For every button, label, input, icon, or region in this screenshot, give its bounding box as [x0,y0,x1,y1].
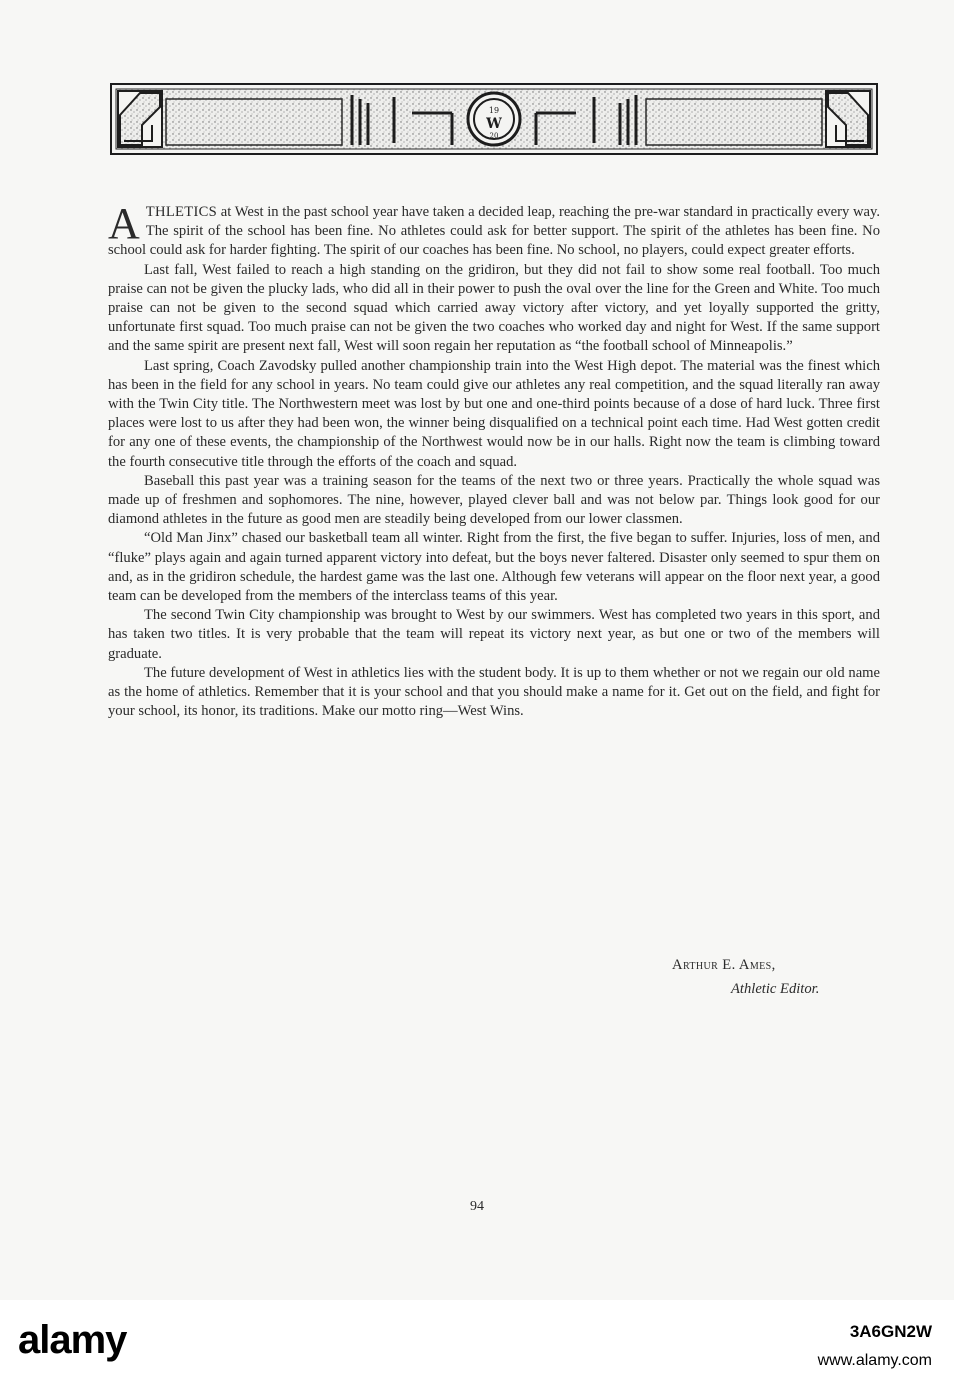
paragraph-text: at West in the past school year have taken a decided leap, reaching the pre-war standard in practically every way. The spirit of the school has been fine. No athletes could ask for better support. The spirit of the athletes has been fine. No school could ask for harder fighting. The spirit of our coaches has been fine. No school, no players, could expect greater efforts. [108,204,880,259]
lead-word: THLETICS [145,204,218,220]
author-name: Arthur E. Ames, [672,957,776,973]
paragraph-intro [108,199,880,261]
stock-logo: alamy [18,1318,127,1362]
svg-text:20: 20 [489,132,499,140]
svg-text:19: 19 [488,106,500,115]
ornament-icon [112,85,876,153]
stock-image-id: 3A6GN2W [849,1322,932,1341]
ornamental-header-banner [110,83,878,155]
stock-watermark-bar [0,1300,954,1390]
article-body [108,199,880,721]
page-number: 94 [470,1199,484,1214]
paragraph-track: Last spring, Coach Zavodsky pulled another championship train into the West High depot. The material was the finest which has been in the field for any school in years. No team could give our athletes any real competition, and the squad literally ran away with the Twin City title. The Northwestern meet was lost by but one and one-third points because of a dose of hard luck. Three first places were lost to us after they had been won, the winner being disqualified on a technical point each time. Had West gotten credit for any one of these events, the championship of the Northwest would now be in our halls. Right now the team is climbing toward the fourth consecutive title through the efforts of the coach and squad. [108,357,880,470]
signature-block [640,953,880,1001]
paragraph-conclusion: The future development of West in athletics lies with the student body. It is up to them whether or not we regain our old name as the home of athletics. Remember that it is your school and that you should make a name for it. Get out on the field, and fight for your school, its honor, its traditions. Make our motto ring—West Wins. [108,664,880,720]
paragraph-baseball: Baseball this past year was a training season for the teams of the next two or three years. Practically the whole squad was made up of freshmen and sophomores. The nine, however, played clever ball and was not below par. Things look good for our diamond athletes in the future as good men are steadily being developed from our lower classmen. [108,472,880,528]
paragraph-football: Last fall, West failed to reach a high standing on the gridiron, but they did not fail to show some real football. Too much praise can not be given the plucky lads, who did all in their power to push the oval over the line for the Green and White. Too much praise can not be given to the second squad which carried away victory after victory, and yet loyally supported the gritty, unfortunate first squad. Too much praise can not be given the two coaches who worked day and night for West. If the same support and the same spirit are present next fall, West will soon regain her reputation as “the football school of Minneapolis.” [108,261,880,355]
author-title: Athletic Editor. [731,981,820,997]
stock-url: www.alamy.com [817,1352,932,1369]
paragraph-basketball: “Old Man Jinx” chased our basketball team all winter. Right from the first, the five began to suffer. Injuries, loss of men, and “fluke” plays again and again turned apparent victory into defeat, but the boys never faltered. Disaster only seemed to spur them on and, as in the gridiron schedule, the hardest game was the last one. Although few veterans will appear on the floor next year, a good team can be developed from the members of the interclass teams of this year. [108,530,880,605]
svg-text:W: W [486,116,502,132]
drop-cap: A [108,199,140,248]
paragraph-swimming: The second Twin City championship was brought to West by our swimmers. West has completed two years in this sport, and has taken two titles. It is very probable that the team will repeat its victory next year, as but one or two of the members will graduate. [108,607,880,662]
